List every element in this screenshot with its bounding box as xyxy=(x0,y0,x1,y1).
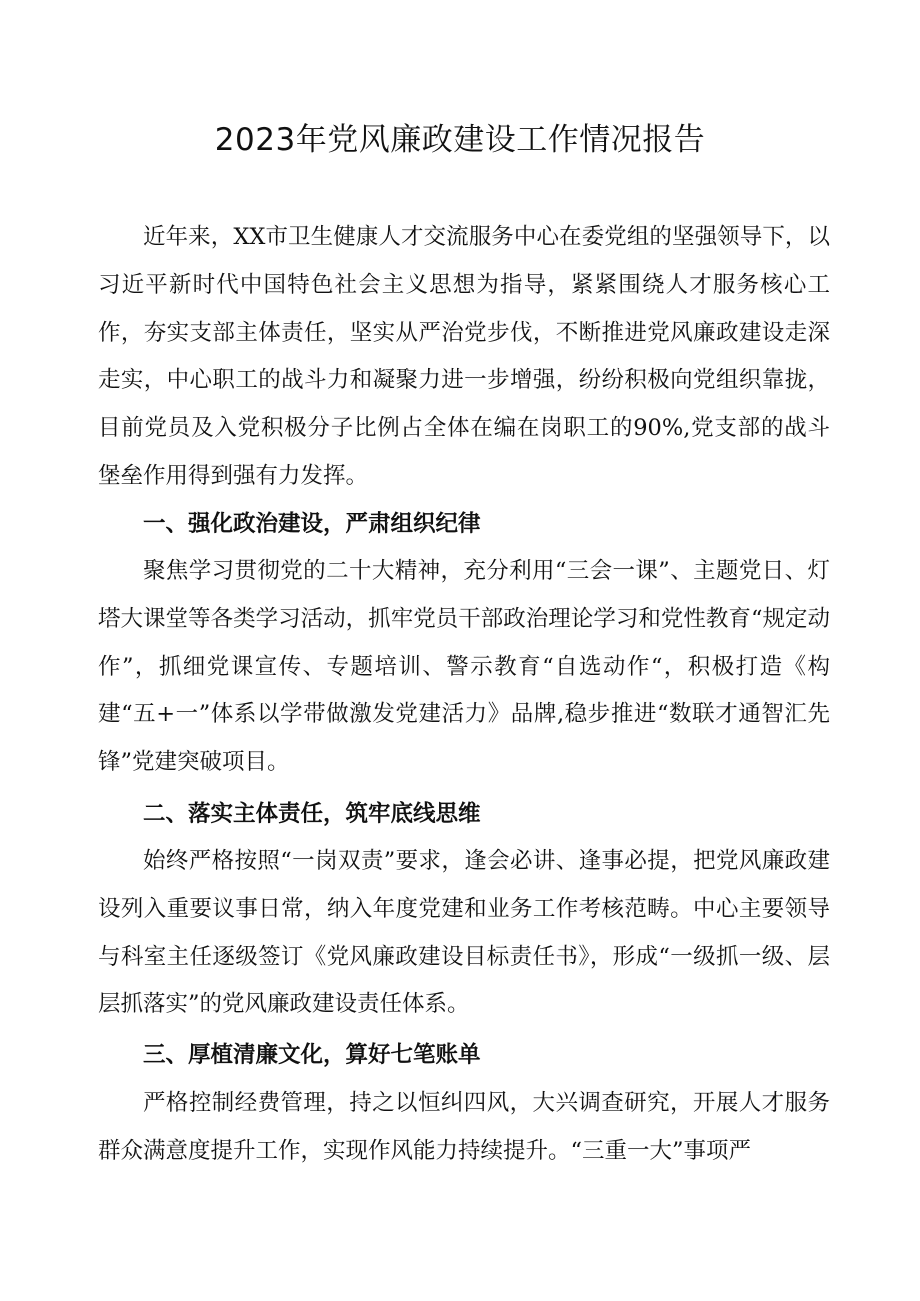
section-heading-1: 一、强化政治建设，严肃组织纪律 xyxy=(143,511,481,537)
section-heading-2: 二、落实主体责任，筑牢底线思维 xyxy=(143,801,481,827)
section-body-2: 始终严格按照“一岗双责”要求，逢会必讲、逢事必提，把党风廉政建设列入重要议事日常，纳入年度党建和业务工作考核范畴。中心主要领导与科室主任逐级签订《党风廉政建设目标责任书》，形成“一级抓一级、层层抓落实”的党风廉政建设责任体系。 xyxy=(98,848,830,1018)
section-body-3: 严格控制经费管理，持之以恒纠四风，大兴调查研究，开展人才服务群众满意度提升工作，实现作风能力持续提升。“三重一大”事项严 xyxy=(98,1090,830,1164)
intro-paragraph: 近年来，XX市卫生健康人才交流服务中心在委党组的坚强领导下，以习近平新时代中国特色社会主义思想为指导，紧紧围绕人才服务核心工作，夯实支部主体责任，坚实从严治党步伐，不断推进党风廉政建设走深走实，中心职工的战斗力和凝聚力进一步增强，纷纷积极向党组织靠拢，目前党员及入党积极分子比例占全体在编在岗职工的90%,党支部的战斗堡垒作用得到强有力发挥。 xyxy=(98,224,830,489)
page-title: 2023年党风廉政建设工作情况报告 xyxy=(214,122,706,158)
section-heading-3: 三、厚植清廉文化，算好七笔账单 xyxy=(143,1042,481,1068)
section-body-1: 聚焦学习贯彻党的二十大精神，充分利用“三会一课”、主题党日、灯塔大课堂等各类学习活动，抓牢党员干部政治理论学习和党性教育“规定动作”，抓细党课宣传、专题培训、警示教育“自选动作“，积极打造《构建“五+一”体系以学带做激发党建活力》品牌,稳步推进“数联才通智汇先锋”党建突破项目。 xyxy=(98,558,830,776)
